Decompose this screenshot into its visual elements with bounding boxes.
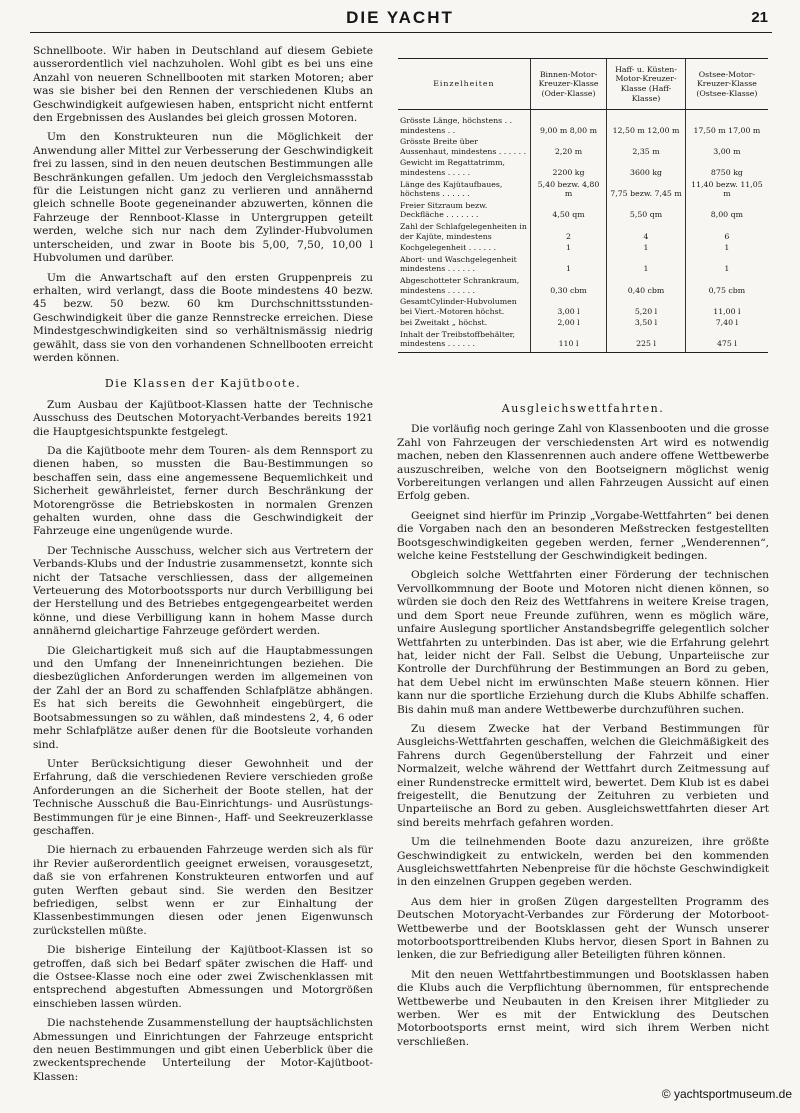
header-rule — [30, 32, 772, 33]
table-cell: Zahl der Schlafgelegenheiten in der Kajüte, mindestens — [400, 221, 527, 241]
table-cell: Inhalt der Treibstoffbehälter, mindestens . . . . . . — [398, 329, 530, 353]
section-heading-kajuetboote: Die Klassen der Kajütboote. — [104, 377, 302, 391]
table-cell: 17,50 m 17,00 m — [685, 110, 768, 137]
table-row — [398, 179, 768, 200]
paragraph: Um die teilnehmenden Boote dazu anzureizen, ihre größte Geschwindigkeit zu entwickeln, werden bei den kommenden Ausgleichswettfahrten Nebenpreise für die höchste Geschwindigkeit in den einzelnen Gruppen gegeben werden. — [397, 836, 769, 889]
column-header: Binnen-Motor-Kreuzer-Klasse (Oder-Klasse) — [530, 59, 606, 110]
paragraph: Obgleich solche Wettfahrten einer Förderung der technischen Vervollkommnung der Boote und Motoren nicht dienen können, so würden sie doch den Reiz des Wettfahrens in weitere Kreise tragen, und dem Sport neue Freunde zuführen, wenn es möglich wäre, unfaire Auslegung sportlicher Anstandsbegriffe gelegentlich solcher Wettfahrten zu unterbinden. Das ist aber, wie die Erfahrung gelehrt hat, leider nicht der Fall. Selbst die Uebung, Unparteiische zur Kontrolle der Durchführung der Bestimmungen an Bord zu geben, hat dem Uebel nicht im erwünschten Maße steuern können. Hier kann nur die sportliche Erziehung durch die Klubs Abhilfe schaffen. Bis dahin muß man andere Wettbewerbe durchzuführen suchen. — [397, 569, 769, 716]
column-header: Ostsee-Motor-Kreuzer-Klasse (Ostsee-Klasse) — [685, 59, 768, 110]
table-cell: 1 — [607, 254, 686, 275]
right-column — [397, 402, 769, 1055]
table-cell: 2,35 m — [607, 136, 686, 157]
table-row — [398, 329, 768, 353]
paragraph: Unter Berücksichtigung dieser Gewohnheit und der Erfahrung, daß die verschiedenen Reviere verschieden große Anforderungen an die Sicherheit der Boote stellen, hat der Technische Ausschuß die Bau-Einrichtungs- und Ausrüstungs-Bestimmungen für je eine Binnen-, Haff- und Seekreuzerklasse geschaffen. — [33, 757, 373, 837]
table-cell: 8750 kg — [685, 157, 768, 178]
page-header — [0, 6, 800, 32]
table-cell: Grösste Länge, höchstens . . mindestens . . — [400, 116, 513, 135]
magazine-title: DIE YACHT — [346, 8, 454, 27]
table-cell: 1 — [607, 242, 686, 254]
table-cell: 11,40 bezw. 11,05 m — [685, 179, 768, 200]
table-cell: 7,40 l — [685, 317, 768, 329]
table-cell: 4 — [607, 221, 686, 242]
paragraph: Die hiernach zu erbauenden Fahrzeuge werden sich als für ihr Revier außerordentlich geeignet erweisen, vorausgesetzt, daß sie von erfahrenen Konstrukteuren entworfen und auf guten Werften gebaut sind. Sie werden den Besitzer befriedigen, selbst wenn er zur Einhaltung der Klassenbestimmungen diesen oder jenen Eigenwunsch zurückstellen müßte. — [33, 844, 373, 937]
table-cell: 1 — [685, 242, 768, 254]
section-heading-ausgleichswettfahrten: Ausgleichswettfahrten. — [501, 402, 665, 415]
table-cell: 0,30 cbm — [530, 275, 606, 296]
class-specification-table — [398, 58, 768, 353]
table-cell: bei Zweitakt „ höchst. — [400, 318, 488, 328]
table-cell: 3,00 m — [685, 136, 768, 157]
paragraph: Aus dem hier in großen Zügen dargestellten Programm des Deutschen Motoryacht-Verbandes zur Förderung der Motorboot-Wettbewerbe und der Bootsklassen geht der Wunsch unserer motorbootsporttreibenden Klubs hervor, diesen Sport in Bahnen zu lenken, die zur Befriedigung aller Beteiligten führen können. — [397, 895, 769, 962]
table-row — [398, 221, 768, 242]
table-cell: 1 — [530, 254, 606, 275]
table-cell: Abgeschotteter Schrankraum, mindestens . . . . . . — [400, 275, 520, 295]
table-cell: 2200 kg — [530, 157, 606, 178]
table-cell: Grösste Breite über Aussenhaut, mindestens . . . . . . — [400, 137, 527, 156]
table-cell: 5,40 bezw. 4,80 m — [530, 179, 606, 200]
table-cell: Abort- und Waschgelegenheit mindestens . . . . . . — [400, 254, 517, 274]
table-cell: 6 — [685, 221, 768, 242]
paragraph: Die Gleichartigkeit muß sich auf die Hauptabmessungen und den Umfang der Inneneinrichtungen beziehen. Die diesbezüglichen Anforderungen werden im allgemeinen von der Zahl der an Bord zu schaffenden Schlafplätze abhängen. Es hat sich bereits die Gewohnheit eingebürgert, die Bootsabmessungen so zu wählen, daß mindestens 2, 4, 6 oder mehr Schlafplätze außer denen für die Bootsleute vorhanden sind. — [33, 644, 373, 751]
table-cell: 7,75 bezw. 7,45 m — [607, 179, 686, 200]
table-cell: 2,00 l — [530, 317, 606, 329]
table-cell: 5,20 l — [607, 296, 686, 317]
table-cell: 12,50 m 12,00 m — [607, 110, 686, 137]
paragraph: Der Technische Ausschuss, welcher sich aus Vertretern der Verbands-Klubs und der Industrie zusammensetzt, konnte sich nicht der Tatsache verschliessen, dass der allgemeinen Verteuerung des Motorbootssports nur durch Verbilligung bei der Herstellung und des Betriebes entgegengearbeitet werden könne, und diese Verbilligung kann in hohem Masse durch annähernd gleichartige Fahrzeuge gefördert werden. — [33, 544, 373, 638]
table-row — [398, 317, 768, 329]
table-cell: 3600 kg — [607, 157, 686, 178]
table-cell: 2,20 m — [530, 136, 606, 157]
table-row — [398, 296, 768, 317]
table-row — [398, 254, 768, 275]
table-cell: Länge des Kajütaufbaues, höchstens . . . . . . — [400, 179, 503, 199]
paragraph: Die vorläufig noch geringe Zahl von Klassenbooten und die grosse Zahl von Fahrzeugen der verschiedensten Art wird es notwendig machen, neben den Klassenrennen auch andere offene Wettbewerbe auszuschreiben, welche von den Bootseignern möglichst wenig Vorbereitungen verlangen und allen Fahrzeugen Aussicht auf einen Erfolg geben. — [397, 423, 769, 503]
paragraph: Zu diesem Zwecke hat der Verband Bestimmungen für Ausgleichs-Wettfahrten geschaffen, welchen die Gleichmäßigkeit des Fahrens durch Gegenüberstellung der Fahrzeit und einer Normalzeit, welche während der Wettfahrt durch Zeitmessung auf einer Rundenstrecke ermittelt wird, bewertet. Dem Klub ist es dabei freigestellt, die Benutzung der Zeituhren zu verbieten und Unparteiische an Bord zu geben. Ausgleichswettfahrten dieser Art sind bereits mehrfach gefahren worden. — [397, 722, 769, 829]
table-cell: 9,00 m 8,00 m — [530, 110, 606, 137]
table-cell: Gewicht im Regattatrimm, mindestens . . . . . — [400, 158, 506, 177]
table-row — [398, 157, 768, 178]
class-specification-table-wrapper — [398, 58, 768, 353]
table-cell: 4,50 qm — [530, 200, 606, 221]
paragraph: Zum Ausbau der Kajütboot-Klassen hatte der Technische Ausschuss des Deutschen Motoryacht-Verbandes bereits 1921 die Hauptgesichtspunkte festgelegt. — [33, 398, 373, 438]
page-number: 21 — [751, 9, 768, 26]
paragraph: Mit den neuen Wettfahrtbestimmungen und Bootsklassen haben die Klubs auch die Verpflichtung übernommen, für entsprechende Wettbewerbe und Neubauten in den Kreisen ihrer Mitglieder zu werben. Wer es mit der Entwicklung des Deutschen Motorbootsports ernst meint, wird sich ihrem Werben nicht verschließen. — [397, 968, 769, 1048]
table-cell: 8,00 qm — [685, 200, 768, 221]
table-cell: 3,00 l — [530, 296, 606, 317]
table-row — [398, 275, 768, 296]
table-cell: 2 — [530, 221, 606, 242]
table-cell: GesamtCylinder-Hubvolumen bei Viert.-Motoren höchst. — [400, 297, 517, 316]
table-cell: 1 — [685, 254, 768, 275]
column-header: Haff- u. Küsten-Motor-Kreuzer-Klasse (Haff-Klasse) — [607, 59, 686, 110]
paragraph: Um den Konstrukteuren nun die Möglichkeit der Anwendung aller Mittel zur Verbesserung der Geschwindigkeit frei zu lassen, sind in den neuen deutschen Bestimmungen alle Beschränkungen gefallen. Um jedoch den Vergleichsmassstab für die Leistungen nicht ganz zu verlieren und annähernd gleich schnelle Boote gegeneinander abzuwerten, können die Fahrzeuge der Rennboot-Klasse in Untergruppen geteilt werden, welche sich nur nach dem Zylinder-Hubvolumen unterscheiden, und zwar in Boote bis 5,00, 7,50, 10,00 l Hubvolumen und darüber. — [33, 131, 373, 265]
paragraph: Die nachstehende Zusammenstellung der hauptsächlichsten Abmessungen und Einrichtungen der Fahrzeuge entspricht den neuen Bestimmungen und gibt einen Ueberblick über die zweckentsprechende Unterteilung der Motor-Kajütboot-Klassen: — [33, 1017, 373, 1083]
copyright-watermark: © yachtsportmuseum.de — [661, 1087, 792, 1101]
table-cell: Freier Sitzraum bezw. Deckfläche . . . . . . . — [400, 200, 488, 220]
table-cell: 0,75 cbm — [685, 275, 768, 296]
table-cell: 110 l — [530, 329, 606, 353]
left-column — [33, 45, 373, 1090]
table-cell: 0,40 cbm — [607, 275, 686, 296]
table-cell: 225 l — [607, 329, 686, 353]
table-cell: 11,00 l — [685, 296, 768, 317]
paragraph: Schnellboote. Wir haben in Deutschland auf diesem Gebiete ausserordentlich viel nachzuholen. Wohl gibt es bei uns eine Anzahl von neueren Schnellbooten mit starken Motoren; aber was sie bisher bei den Rennen der verschiedenen Klubs an Geschwindigkeit aufgewiesen haben, entspricht nicht entfernt den Ergebnissen des Auslandes bei gleich grossen Motoren. — [33, 45, 373, 125]
paragraph: Geeignet sind hierfür im Prinzip „Vorgabe-Wettfahrten“ bei denen die Vorgaben nach den an besonderen Meßstrecken festgestellten Bootsgeschwindigkeiten gegeben werden, ferner „Wenderennen“, welche keine Feststellung der Geschwindigkeit bedingen. — [397, 509, 769, 563]
paragraph: Die bisherige Einteilung der Kajütboot-Klassen ist so getroffen, daß sich bei Bedarf später zwischen die Haff- und die Ostsee-Klasse noch eine oder zwei Zwischenklassen mit entsprechend abgestuften Abmessungen und Motorgrößen einschieben lassen würden. — [33, 944, 373, 1010]
paragraph: Um die Anwartschaft auf den ersten Gruppenpreis zu erhalten, wird verlangt, dass die Boote mindestens 40 bezw. 45 bezw. 50 bezw. 60 km Durchschnittsstunden-Geschwindigkeit über die ganze Rennstrecke erreichen. Diese Mindestgeschwindigkeiten sind so verhältnismässig niedrig gewählt, dass sie von den vorhandenen Schnellbooten erreicht werden können. — [33, 271, 373, 364]
table-header-row — [398, 59, 768, 110]
table-cell: 3,50 l — [607, 317, 686, 329]
table-cell: Kochgelegenheit . . . . . . — [400, 243, 497, 253]
table-row — [398, 200, 768, 221]
table-row — [398, 242, 768, 254]
column-header: Einzelheiten — [398, 59, 530, 110]
paragraph: Da die Kajütboote mehr dem Touren- als dem Rennsport zu dienen haben, so mussten die Bau-Bestimmungen so beschaffen sein, dass eine angemessene Bequemlichkeit und Sicherheit gewährleistet, ferner durch Beschränkung der Motorengrösse die Betriebskosten in normalen Grenzen gehalten wurden, ohne dass die Geschwindigkeit der Fahrzeuge eine ungenügende wurde. — [33, 444, 373, 538]
table-row — [398, 110, 768, 137]
table-cell: 1 — [530, 242, 606, 254]
table-cell: 475 l — [685, 329, 768, 353]
table-row — [398, 136, 768, 157]
table-cell: 5,50 qm — [607, 200, 686, 221]
